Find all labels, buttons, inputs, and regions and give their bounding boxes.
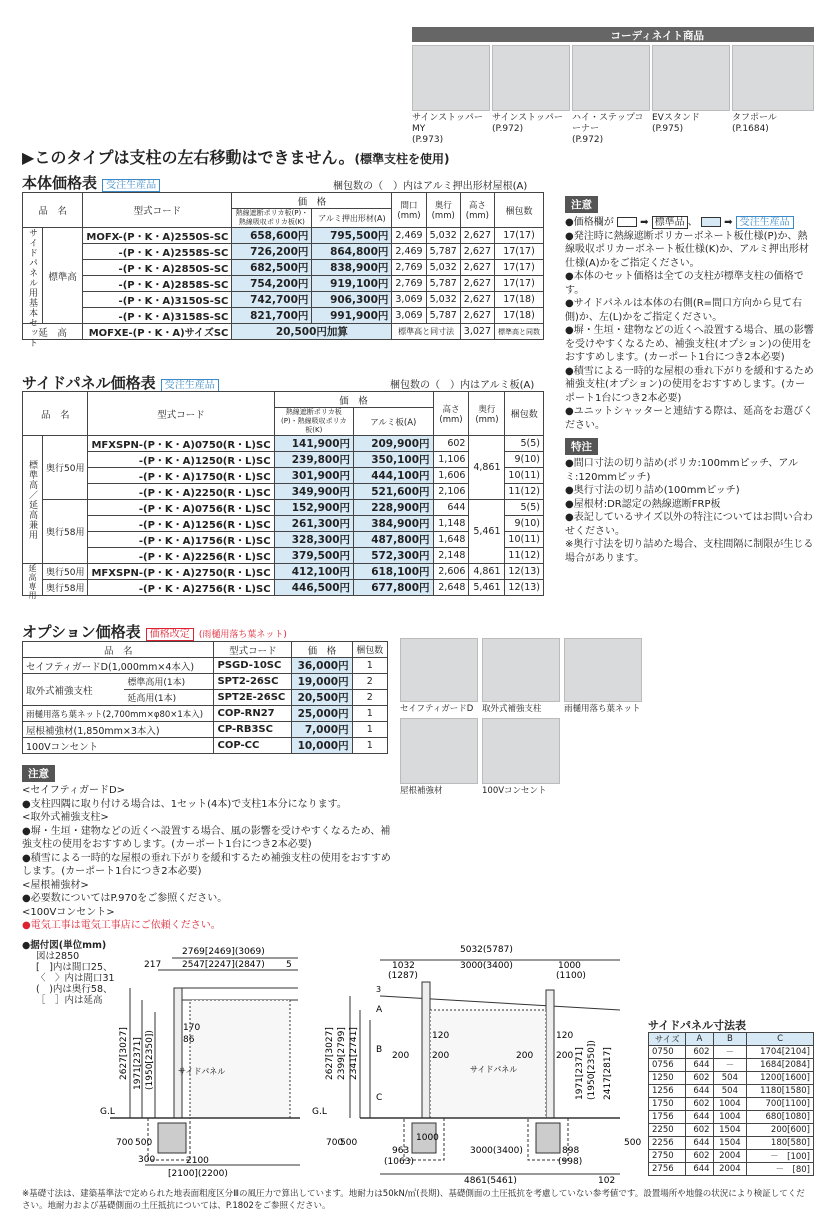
svg-text:500: 500 (340, 1138, 358, 1148)
right-notes: 注意 ●価格欄が ➡ 標準品 、 ➡ 受注生産品 ●発注時に熱線遮断ポリカーボネート板仕様(P)か、熱線吸収ポリカーボネート板仕様(K)か、アルミ押出形材仕様(A)かをご指定ください。 ●本体のセット価格は全ての支柱が標準支柱の価格です。 ●サイドパネルは本体の右側(R=間口方向から見て右側)か、左(L)かをご指定ください。 ●塀・生垣・建物などの近くへ設置する場合、風の影響を受けやすくなるため、補強支柱(オプション)の使用をおすすめします。(カーポート1台につき2本必要) ●積雪による一時的な屋根の垂れ下がりを緩和するため補強支柱(オプション)の使用をおすすめします。(カーポート1台につき2本必要) ●ユニットシャッターと連結する際は、延高をお選びください。 特注 ●間口寸法の切り詰め(ポリカ:100mmピッチ、アルミ:120mmピッチ) ●奥行寸法の切り詰め(100mmピッチ) ●屋根材:DR認定の熱線遮断FRP板 ●表記しているサイズ以外の特注についてはお問い合わせください。 ※奥行寸法を切り詰めた場合、支柱間隔に制限が生じる場合があります。 (565, 193, 815, 565)
dim-table-title: サイドパネル寸法表 (648, 1019, 747, 1032)
svg-text:700: 700 (116, 1138, 134, 1148)
svg-text:200: 200 (556, 1051, 574, 1061)
svg-text:120: 120 (556, 1031, 574, 1041)
svg-text:G.L: G.L (312, 1107, 327, 1117)
product-photo (572, 45, 650, 111)
option-notes: 注意 <セイフティガードD> ●支柱四隅に取り付ける場合は、1セット(4本)で支柱1本分になります。 <取外式補強支柱> ●塀・生垣・建物などの近くへ設置する場合、風の影響を受けやすくなるため、補強支柱の使用をおすすめします。(カーポート1台につき2本必要) ●積雪による一時的な屋根の垂れ下がりを緩和するため補強支柱の使用をおすすめします。(カーポート1台につき2本必要) <屋根補強材> ●必要数についてはP.970をご参照ください。 <100Vコンセント> ●電気工事は電気工事店にご依頼ください。 (22, 762, 397, 933)
side-table-heading: サイドパネル価格表 受注生産品 (22, 372, 219, 393)
special-title: 特注 (565, 438, 598, 455)
svg-text:898: 898 (562, 1146, 580, 1156)
svg-text:2341[2741]: 2341[2741] (349, 1027, 359, 1080)
option-photo (400, 718, 478, 784)
svg-text:5: 5 (286, 960, 292, 970)
svg-text:3000(3400): 3000(3400) (460, 961, 513, 971)
svg-text:2627[3027]: 2627[3027] (119, 1027, 129, 1080)
svg-text:1971[2371]: 1971[2371] (133, 1037, 143, 1090)
svg-text:サイドパネル: サイドパネル (470, 1065, 518, 1074)
option-photo (400, 638, 478, 702)
svg-text:G.L: G.L (100, 1107, 115, 1117)
svg-text:4861(5461): 4861(5461) (464, 1176, 517, 1186)
product-photo (732, 45, 814, 111)
svg-text:700: 700 (326, 1138, 344, 1148)
svg-text:[2100](2200): [2100](2200) (168, 1169, 228, 1179)
svg-text:(1950[2350]): (1950[2350]) (587, 1040, 597, 1100)
svg-text:500: 500 (135, 1138, 153, 1148)
main-table-note: 梱包数の（ ）内はアルミ押出形材屋根(A) (333, 181, 528, 192)
svg-text:102: 102 (598, 1176, 616, 1186)
svg-text:サイドパネル: サイドパネル (178, 1067, 226, 1076)
option-table: 品 名 型式コード 価 格 梱包数 セイフティガードD(1,000mm×4本入) PSGD-10SC 36,000円 1 取外式補強支柱 標準高用(1本) SPT2-26SC 19,000円 2 延高用(1本) SPT2E-26SC 20,500円 2 雨樋用落ち葉ネット(2,700mm×φ80×1本入) COP-RN27 25,000円 1 屋根補強材(1,850mm×3本入) CP-RB3SC 7,000円 1 100Vコンセント COP-CC 10,000円 1 (22, 641, 388, 754)
side-table-note: 梱包数の（ ）内はアルミ板(A) (390, 380, 535, 391)
svg-text:170: 170 (183, 1023, 201, 1033)
side-price-table: 品 名 型式コード 価 格 高さ(mm) 奥行(mm) 梱包数 熱線遮断ポリカ板(P)・熱線吸収ポリカ板(K) アルミ板(A) 標準高／延高兼用 奥行50用 MFXSPN-(P・K・A)0750(R・L)SC 141,900円 209,900円 602 4,861 5(5) -(P・K・A)1250(R・L)SC 239,800円 350,100円 1,106 9(10) -(P・K・A)1750(R・L)SC 301,900円 444,100円 1,606 10(11) -(P・K・A)2250(R・L)SC 349,900円 521,600円 2,106 11(12) 奥行58用 -(P・K・A)0756(R・L)SC 152,900円 228,900円 644 5,461 5(5) -(P・K・A)1256(R・L)SC 261,300円 384,900円 1,148 9(10) -(P・K・A)1756(R・L)SC 328,300円 487,800円 1,648 10(11) -(P・K・A)2256(R・L)SC 379,500円 572,300円 2,148 11(12) 延高専用 奥行50用 MFXSPN-(P・K・A)2750(R・L)SC 412,100円 618,100円 2,606 4,861 12(13) 奥行58用 -(P・K・A)2756(R・L)SC 446,500円 677,800円 2,648 5,461 12(13) (22, 391, 544, 596)
svg-text:(998): (998) (558, 1157, 583, 1167)
coord-item: タフポール (P.1684) (732, 113, 777, 134)
svg-text:120: 120 (432, 1031, 450, 1041)
svg-text:500: 500 (624, 1138, 642, 1148)
product-photo (652, 45, 730, 111)
option-photo (482, 638, 560, 702)
svg-text:(1100): (1100) (556, 971, 586, 981)
coord-item: EVスタンド (P.975) (652, 113, 700, 134)
option-photo (564, 638, 642, 702)
dim-table: サイズ A B C 0750 602 － 1704[2104] 0756 644 － 1684[2084] 1250 602 504 1200[1600] 1256 644 504 1180[1580] 1750 602 1004 700[1100] 1756 644 1004 680[1080] 2250 602 1504 200[600] 2256 644 1504 180[580] 2750 602 2004 － [100] 2756 644 2004 － [80] (648, 1032, 814, 1176)
svg-text:C: C (376, 1093, 383, 1103)
svg-text:1971[2371]: 1971[2371] (575, 1047, 585, 1100)
coord-item: サインストッパーMY (P.973) (412, 113, 483, 145)
product-photo (492, 45, 570, 111)
main-price-table: 品 名 型式コード 価 格 間口(mm) 奥行(mm) 高さ(mm) 梱包数 熱線遮断ポリカ板(P)・熱線吸収ポリカ板(K) アルミ押出形材(A) サイドパネル用基本セット 標準高 MOFX-(P・K・A)2550S-SC 658,600円 795,500円 2,469 5,032 2,627 17(17) -(P・K・A)2558S-SC 726,200円 864,800円 2,469 5,787 2,627 17(17) -(P・K・A)2850S-SC 682,500円 838,900円 2,769 5,032 2,627 17(17) -(P・K・A)2858S-SC 754,200円 919,100円 2,769 5,787 2,627 17(17) -(P・K・A)3150S-SC 742,700円 906,300円 3,069 5,032 2,627 17(18) -(P・K・A)3158S-SC 821,700円 991,900円 3,069 5,787 2,627 17(18) 延 高 MOFXE-(P・K・A)サイズSC 20,500円加算 標準高と同寸法 3,027 標準高と同数 (22, 192, 544, 340)
footnote: ※基礎寸法は、建築基準法で定められた地表面粗度区分Ⅲの風圧力で算出しています。地耐力は50kN/㎡(長期)、基礎側面の土圧抵抗を考慮していない参考値です。設置場所や地盤の状況により検証してください。地耐力および基礎側面の土圧抵抗については、P.1802をご参照ください。 (22, 1189, 805, 1211)
svg-text:1032: 1032 (392, 961, 415, 971)
notes-title: 注意 (565, 196, 598, 213)
sub-label: 標準高 (43, 228, 83, 324)
group-label: サイドパネル用基本セット (23, 228, 43, 324)
svg-text:217: 217 (144, 960, 162, 970)
svg-text:86: 86 (183, 1035, 195, 1045)
svg-text:2399[2799]: 2399[2799] (337, 1027, 347, 1080)
option-table-heading: オプション価格表 価格改定 (雨樋用落ち葉ネット) (22, 623, 287, 641)
svg-text:3000(3400): 3000(3400) (470, 1146, 523, 1156)
main-table-heading: 本体価格表 受注生産品 (22, 172, 160, 193)
product-photo (412, 45, 490, 111)
svg-text:963: 963 (392, 1146, 410, 1156)
svg-text:200: 200 (432, 1051, 450, 1061)
svg-text:2627[3027]: 2627[3027] (325, 1027, 335, 1080)
coord-item: サインストッパー (P.972) (492, 113, 563, 134)
front-view-drawing (312, 940, 642, 1186)
option-photo (482, 718, 560, 784)
coordinate-title: コーディネイト商品 (610, 30, 704, 42)
svg-text:(1950[2350]): (1950[2350]) (145, 1030, 155, 1090)
svg-text:2547[2247](2847): 2547[2247](2847) (182, 960, 265, 970)
svg-text:300: 300 (138, 1155, 156, 1165)
svg-text:(1063): (1063) (384, 1157, 414, 1167)
svg-text:A: A (376, 1005, 383, 1015)
svg-text:1000: 1000 (416, 1133, 439, 1143)
svg-text:2100: 2100 (186, 1156, 209, 1166)
svg-text:3: 3 (376, 985, 382, 994)
svg-text:B: B (376, 1045, 383, 1055)
svg-text:2769[2469](3069): 2769[2469](3069) (182, 947, 265, 957)
drawing-legend: ●据付図(単位mm) 図は2850 [ ]内は間口25、 〈 〉内は間口31 ( )内は奥行58、 ［ ］内は延高 (22, 940, 115, 1006)
triangle-icon: ▶ (22, 148, 35, 167)
svg-text:200: 200 (516, 1051, 534, 1061)
price-legend: ●価格欄が ➡ 標準品 、 ➡ 受注生産品 (565, 216, 815, 230)
side-view-drawing (100, 940, 320, 1180)
svg-text:200: 200 (392, 1051, 410, 1061)
svg-text:(1287): (1287) (388, 971, 418, 981)
group-label: 標準高／延高兼用 (23, 436, 43, 564)
coord-item: ハイ・ステップコーナー (P.972) (572, 113, 644, 145)
svg-text:1000: 1000 (558, 961, 581, 971)
svg-text:5032(5787): 5032(5787) (460, 945, 513, 955)
headline: ▶このタイプは支柱の左右移動はできません。(標準支柱を使用) (22, 148, 450, 167)
svg-text:2417[2817]: 2417[2817] (603, 1047, 613, 1100)
coordinate-header (412, 27, 814, 42)
